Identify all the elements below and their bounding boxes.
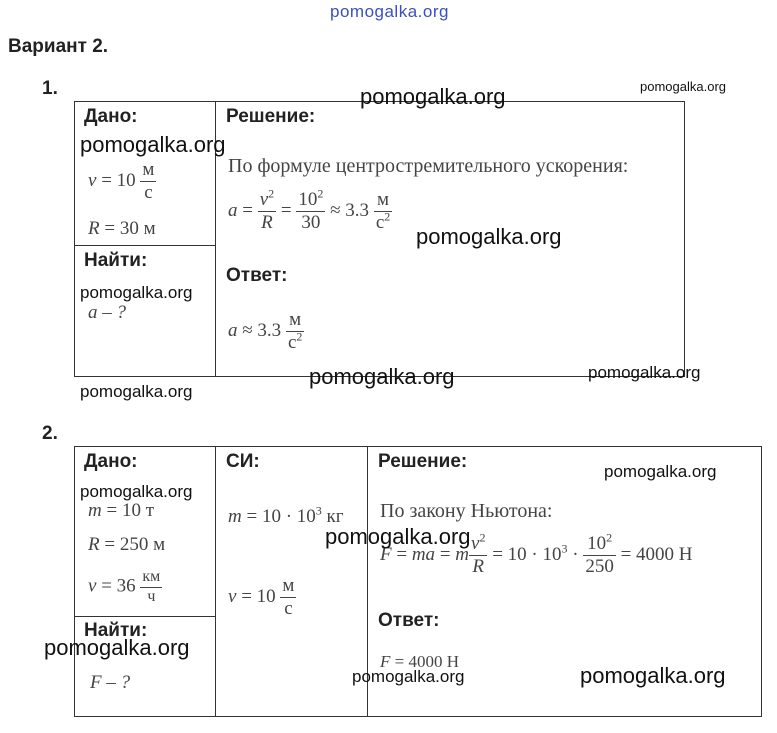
problem1-divider-horizontal <box>74 245 216 246</box>
problem2-find-header: Найти: <box>84 620 148 641</box>
watermark: pomogalka.org <box>580 663 726 688</box>
problem2-number: 2. <box>42 423 58 444</box>
problem2-find-F: F – ? <box>90 672 131 693</box>
problem2-solution-header: Решение: <box>378 451 468 472</box>
watermark: pomogalka.org <box>588 363 701 382</box>
problem1-given-v: v = 10 $\frac{м}{с}$ <box>88 159 155 203</box>
problem1-formula: a = $\frac{v^2}{R}$ = $\frac{10^2}{30}$ ≈ 3.3 $\frac{м}{с^2}$ <box>228 186 391 233</box>
problem1-given-R: R = 30 м <box>88 218 156 239</box>
problem2-given-m: m = 10 т <box>88 500 155 521</box>
watermark: pomogalka.org <box>325 524 471 549</box>
problem2-divider-horizontal <box>74 616 216 617</box>
problem2-answer-header: Ответ: <box>378 610 440 631</box>
problem1-solution-header: Решение: <box>226 106 316 127</box>
watermark: pomogalka.org <box>416 224 562 249</box>
watermark: pomogalka.org <box>44 635 190 660</box>
watermark: pomogalka.org <box>80 283 193 302</box>
watermark: pomogalka.org <box>80 482 193 501</box>
problem2-si-m: $m = 10 \cdot 10^3$ кг <box>228 503 344 527</box>
watermark-top: pomogalka.org <box>330 2 449 21</box>
problem1-find-a: a – ? <box>88 302 126 323</box>
watermark: pomogalka.org <box>604 462 717 481</box>
problem2-si-v: v = 10 $\frac{м}{с}$ <box>228 575 295 619</box>
problem2-given-header: Дано: <box>84 451 138 472</box>
problem2-divider-vertical-1 <box>215 446 216 717</box>
problem1-answer: a ≈ 3.3 $\frac{м}{с^2}$ <box>228 309 303 353</box>
watermark: pomogalka.org <box>80 382 193 401</box>
problem1-given-header: Дано: <box>84 106 138 127</box>
problem2-si-header: СИ: <box>226 451 260 472</box>
problem1-find-header: Найти: <box>84 250 148 271</box>
problem2-answer: F = 4000 Н <box>380 652 460 671</box>
problem2-formula: F = ma = m $\frac{v^2}{R}$ = $10 \cdot 10^3$ · $\frac{10^2}{250}$ = 4000 Н <box>380 530 693 577</box>
problem1-formula-intro: По формуле центростремительного ускорения: <box>228 155 629 177</box>
watermark: pomogalka.org <box>80 132 226 157</box>
watermark: pomogalka.org <box>640 79 726 94</box>
watermark: pomogalka.org <box>352 667 465 686</box>
watermark: pomogalka.org <box>360 84 506 109</box>
problem2-given-v: v = 36 $\frac{км}{ч}$ <box>88 568 161 605</box>
problem2-law-intro: По закону Ньютона: <box>380 500 553 522</box>
problem1-number: 1. <box>42 78 58 99</box>
variant-title: Вариант 2. <box>8 36 109 57</box>
watermark: pomogalka.org <box>309 364 455 389</box>
problem2-given-R: R = 250 м <box>88 534 166 555</box>
problem1-answer-header: Ответ: <box>226 265 288 286</box>
